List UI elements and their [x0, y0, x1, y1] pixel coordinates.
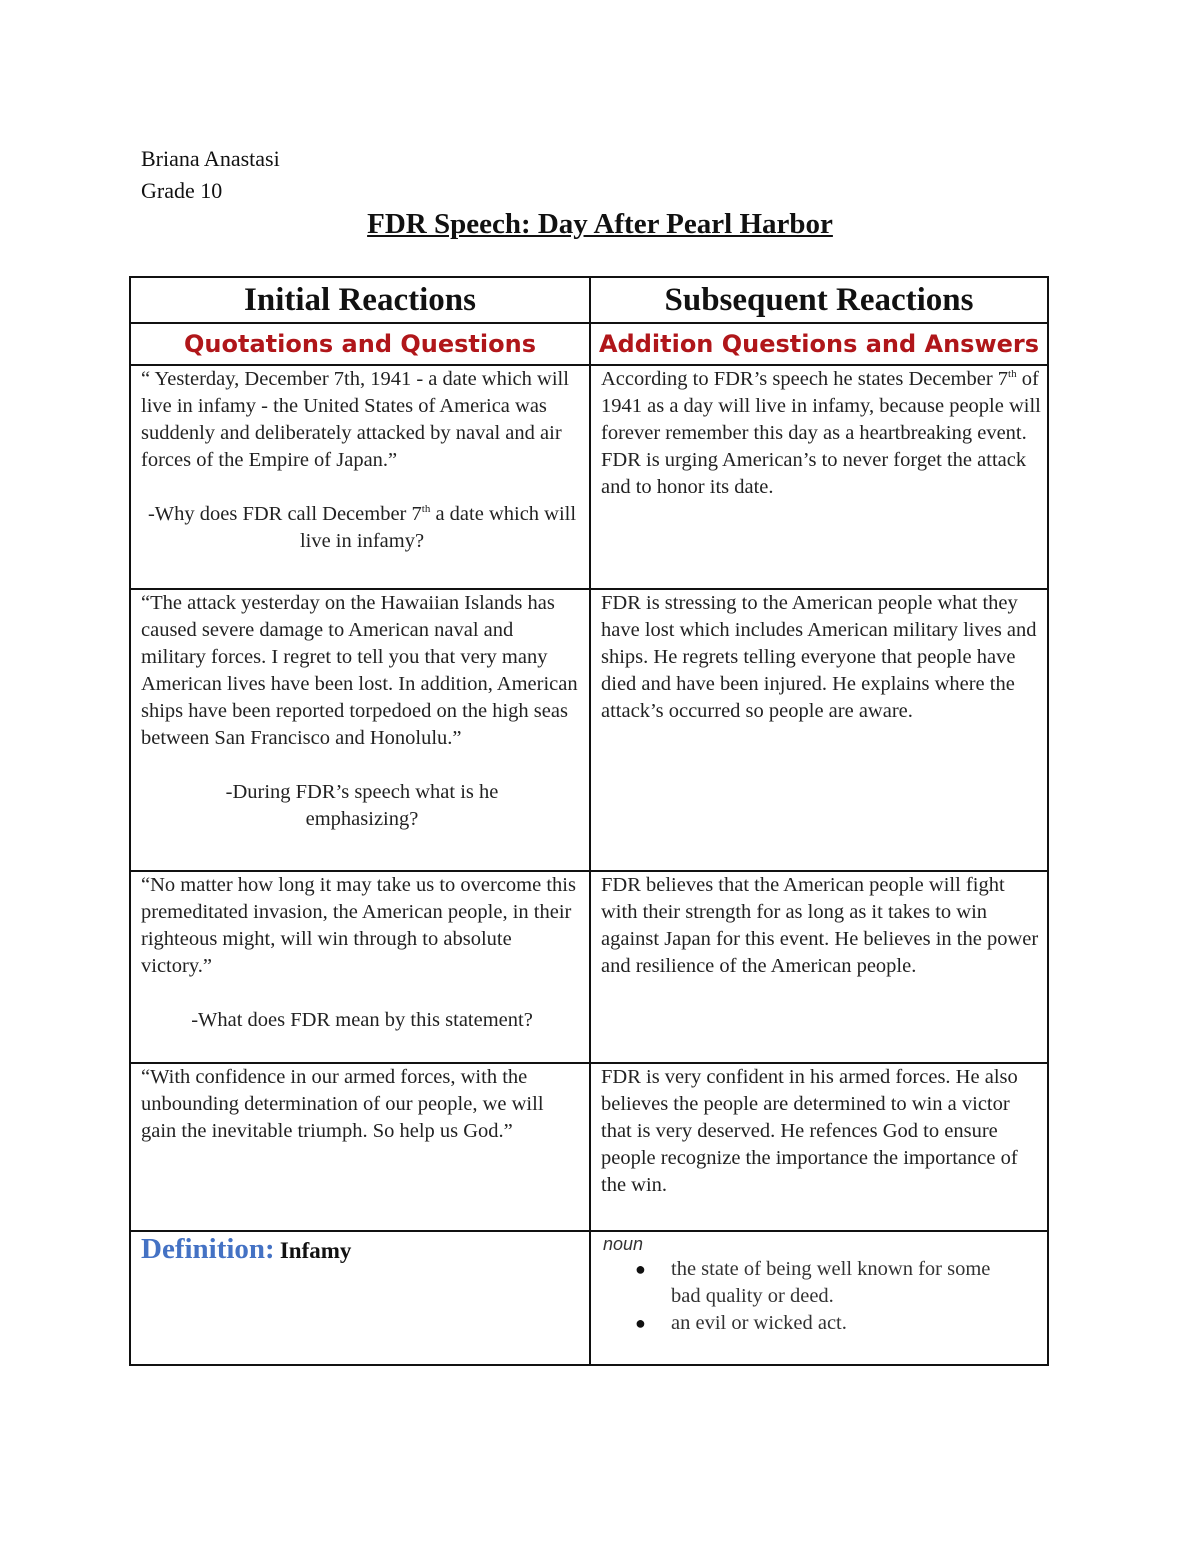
quotation-text: “With confidence in our armed forces, with the unbounding determination of our people, we will gain the inevitable triumph. So help us God.” [141, 1066, 544, 1142]
answer-cell [590, 871, 1048, 1063]
column-heading-initial: Initial Reactions [130, 277, 590, 323]
answer-text: FDR is stressing to the American people what they have lost which includes American military lives and ships. He regrets telling everyone that people have died and have been injured. He explains where the attack’s occurred so people are aware. [601, 592, 1037, 722]
document-title: FDR Speech: Day After Pearl Harbor [367, 208, 833, 240]
quotation-text: “No matter how long it may take us to overcome this premeditated invasion, the American people, in their righteous might, will win through to absolute victory.” [141, 874, 576, 977]
quotation-text: “ Yesterday, December 7th, 1941 - a date which will live in infamy - the United States of America was suddenly and deliberately attacked by naval and air forces of the Empire of Japan.” [141, 368, 569, 471]
subheading-quotations: Quotations and Questions [130, 323, 590, 365]
definition-word: Infamy [279, 1238, 352, 1263]
bullet-icon: ● [635, 1313, 646, 1333]
list-item: ● an evil or wicked act. [671, 1310, 1041, 1337]
question-text: -Why does FDR call December 7th a date which will live in infamy? [147, 503, 577, 552]
quotation-text: “The attack yesterday on the Hawaiian Islands has caused severe damage to American naval and military forces. I regret to tell you that very many American lives have been lost. In addition, American ships have been reported torpedoed on the high seas between San Francisco and Honolulu.” [141, 592, 578, 749]
answer-text: According to FDR’s speech he states December 7th of 1941 as a day will live in infamy, because people will forever remember this day as a heartbreaking event. FDR is urging American’s to never forget the attack and to honor its date. [601, 368, 1041, 498]
column-heading-subsequent: Subsequent Reactions [590, 277, 1048, 323]
list-item: ● the state of being well known for some bad quality or deed. [635, 1258, 991, 1307]
subheading-answers: Addition Questions and Answers [590, 323, 1048, 365]
table-row [130, 365, 1048, 589]
answer-cell [590, 1063, 1048, 1231]
bullet-icon: ● [635, 1259, 646, 1279]
quotation-cell [130, 365, 590, 589]
definition-list [601, 1256, 1041, 1337]
table-header-row [130, 277, 1048, 323]
quotation-cell [130, 871, 590, 1063]
definition-term-cell [130, 1231, 590, 1365]
table-row [130, 871, 1048, 1063]
answer-cell [590, 589, 1048, 871]
definition-meaning-cell [590, 1231, 1048, 1365]
answer-cell [590, 365, 1048, 589]
answer-text: FDR is very confident in his armed forces. He also believes the people are determined to win a victor that is very deserved. He refences God to ensure people recognize the importance the importance of the win. [601, 1066, 1018, 1196]
author-name: Briana Anastasi [141, 146, 280, 171]
quotation-cell [130, 589, 590, 871]
table-row [130, 589, 1048, 871]
quotation-cell [130, 1063, 590, 1231]
question-text: -During FDR’s speech what is he emphasizing? [225, 781, 499, 830]
answer-text: FDR believes that the American people will fight with their strength for as long as it takes to win against Japan for this event. He believes in the power and resilience of the American people. [601, 874, 1039, 977]
definition-label: Definition: [141, 1233, 275, 1265]
table-subheader-row [130, 323, 1048, 365]
grade-level: Grade 10 [141, 178, 223, 203]
table-row [130, 1063, 1048, 1231]
question-text: -What does FDR mean by this statement? [191, 1009, 533, 1031]
definition-row [130, 1231, 1048, 1365]
part-of-speech: noun [603, 1234, 644, 1254]
reactions-table [129, 276, 1049, 1366]
